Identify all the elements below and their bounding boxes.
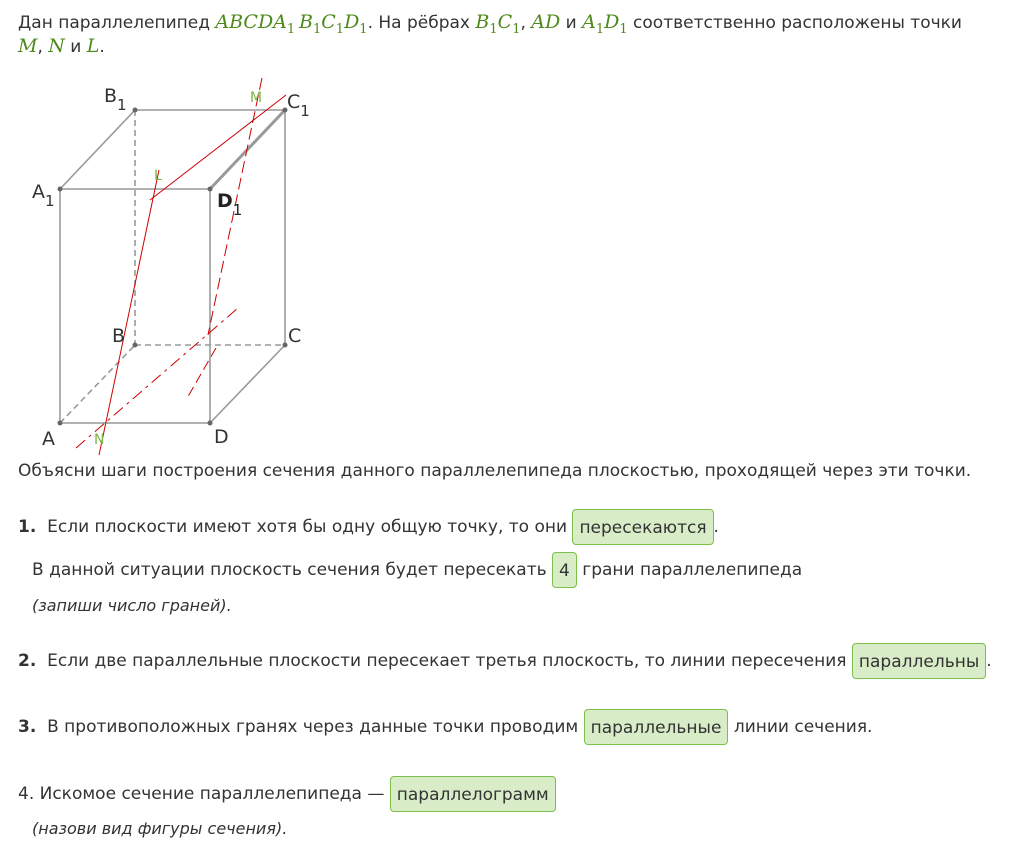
intro-line-1: Дан параллелепипед $ABCDA_1$ $B_1C_1D_1$. На рёбрах $B_1C_1$, AD и $A_1D_1$ соответственно расположены точки xyxy=(18,11,962,37)
cut-line-short xyxy=(186,348,216,400)
step-1-line: 1. Если плоскости имеют хотя бы одну общую точку, то они пересекаются . xyxy=(18,509,719,545)
math-point-n: N xyxy=(48,35,65,57)
vertex-c xyxy=(283,343,288,348)
label-n: N xyxy=(94,432,105,448)
label-l: L xyxy=(154,168,162,184)
label-a: A xyxy=(42,428,55,450)
intro-line-2: M, N и L. xyxy=(18,35,105,57)
label-d1: $D_1$ xyxy=(217,190,243,219)
label-c: C xyxy=(288,325,302,347)
label-m: M xyxy=(250,90,263,106)
edge-a1b1 xyxy=(60,110,135,189)
question-text: Объясни шаги построения сечения данного параллелепипеда плоскостью, проходящей через эти точки. xyxy=(18,461,972,481)
step-1-line-2: В данной ситуации плоскость сечения будет пересекать 4 грани параллелепипеда xyxy=(32,552,802,588)
math-point-l: L xyxy=(86,35,100,57)
math-edge-a1d1: $A_1D_1$ xyxy=(582,11,628,37)
step-3-answer-field[interactable]: параллельные xyxy=(584,709,729,745)
math-parallelepiped: $ABCDA_1$ $B_1C_1D_1$ xyxy=(215,11,368,37)
step-3-line: 3. В противоположных гранях через данные точки проводим параллельные линии сечения. xyxy=(18,709,872,745)
label-a1: $A_1$ xyxy=(32,181,55,210)
step-1-answer-field[interactable]: пересекаются xyxy=(572,509,713,545)
vertex-a1 xyxy=(58,187,63,192)
vertex-b1 xyxy=(133,108,138,113)
vertex-d xyxy=(208,421,213,426)
cut-line-nl xyxy=(98,170,159,455)
step-4-hint: (назови вид фигуры сечения). xyxy=(32,819,288,838)
parallelepiped-figure xyxy=(28,70,328,455)
vertex-a xyxy=(58,421,63,426)
label-d: D xyxy=(214,426,229,448)
vertex-b xyxy=(133,343,138,348)
label-b1: $B_1$ xyxy=(104,85,127,114)
vertex-d1 xyxy=(208,187,213,192)
step-2-answer-field[interactable]: параллельны xyxy=(852,643,986,679)
step-1-faces-count-field[interactable]: 4 xyxy=(552,552,577,588)
step-1-hint: (запиши число граней). xyxy=(32,596,232,615)
edge-dc xyxy=(210,345,285,423)
math-point-m: M xyxy=(18,35,38,57)
label-c1: $C_1$ xyxy=(287,91,310,120)
label-b: B xyxy=(112,325,126,347)
step-4-answer-field[interactable]: параллелограмм xyxy=(390,776,556,812)
edge-d1c1 xyxy=(210,110,285,189)
math-edge-ad: AD xyxy=(531,11,561,33)
edge-ab xyxy=(60,345,135,423)
math-edge-b1c1: $B_1C_1$ xyxy=(475,11,521,37)
step-4-line: 4. Искомое сечение параллелепипеда — параллелограмм xyxy=(18,776,556,812)
step-2-line: 2. Если две параллельные плоскости пересекает третья плоскость, то линии пересечения параллельны . xyxy=(18,643,992,679)
